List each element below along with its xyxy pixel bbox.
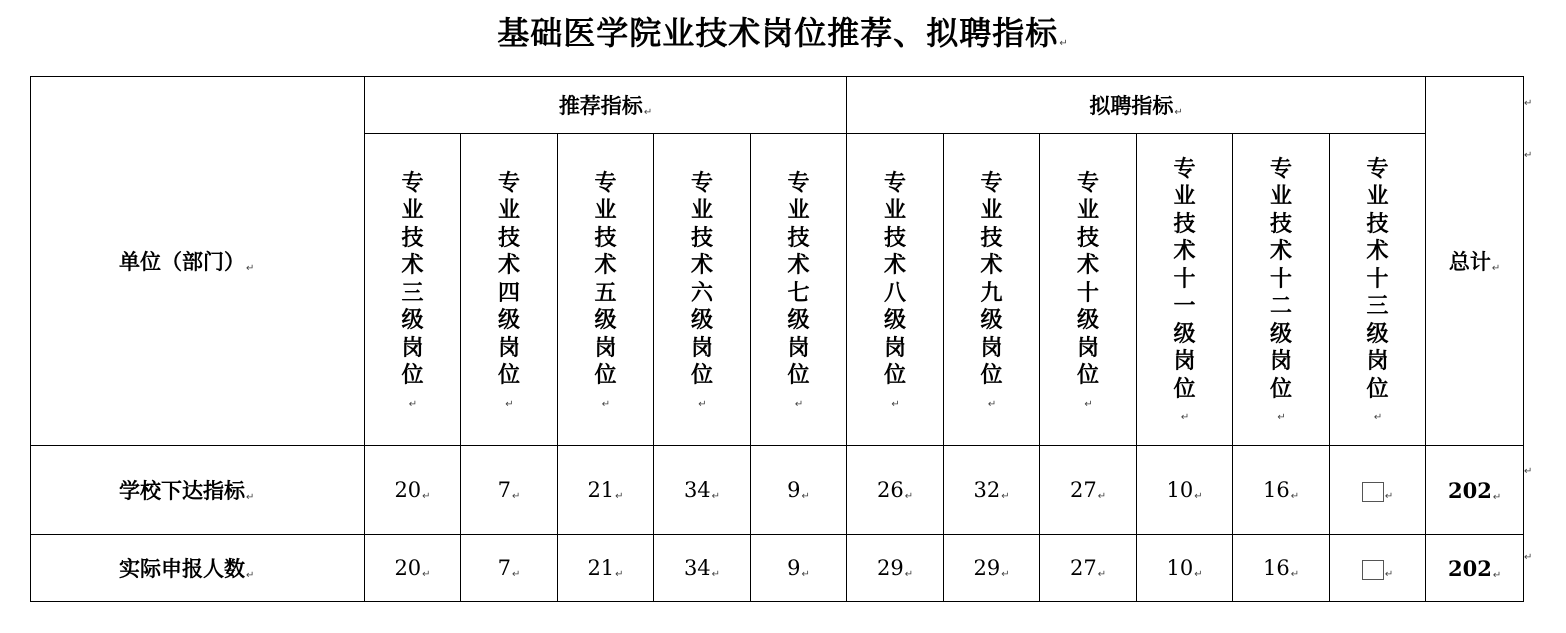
paragraph-mark-icon: ↵	[711, 569, 721, 580]
empty-box-icon	[1362, 482, 1384, 502]
end-of-row-mark-icon: ↵	[1524, 98, 1533, 109]
value-cell	[1233, 446, 1330, 535]
position-header-text: 专业技术十一级岗位	[1173, 156, 1196, 402]
total-text: 202	[1447, 555, 1492, 581]
value-cell	[944, 535, 1040, 602]
end-of-row-mark-icon: ↵	[1524, 466, 1533, 477]
value-text: 34	[683, 556, 711, 580]
paragraph-mark-icon: ↵	[615, 569, 624, 580]
recommend-group-text: 推荐指标	[558, 94, 643, 118]
group-header-row	[31, 77, 1524, 134]
position-header-cell	[944, 134, 1040, 446]
total-header-text: 总计	[1448, 250, 1491, 274]
paragraph-mark-icon: ↵	[1492, 569, 1502, 581]
value-text: 16	[1262, 556, 1290, 580]
paragraph-mark-icon: ↵	[698, 398, 707, 410]
value-cell	[461, 446, 558, 535]
paragraph-mark-icon: ↵	[422, 569, 431, 580]
row-label-cell	[31, 535, 365, 602]
value-cell	[751, 446, 847, 535]
position-header-text: 专业技术四级岗位	[497, 170, 520, 388]
value-cell	[847, 535, 944, 602]
paragraph-mark-icon: ↵	[601, 398, 611, 410]
document-title	[0, 8, 1566, 69]
paragraph-mark-icon: ↵	[1097, 491, 1107, 502]
paragraph-mark-icon: ↵	[801, 569, 810, 580]
paragraph-mark-icon: ↵	[1001, 569, 1010, 580]
value-cell	[365, 446, 461, 535]
paragraph-mark-icon: ↵	[711, 491, 721, 502]
hire-group-text: 拟聘指标	[1089, 94, 1174, 118]
hire-group-header	[847, 77, 1426, 134]
position-header-text: 专业技术十二级岗位	[1270, 156, 1293, 402]
value-cell	[558, 446, 654, 535]
value-text: 20	[394, 556, 422, 580]
value-text: 29	[973, 556, 1001, 580]
paragraph-mark-icon: ↵	[643, 107, 653, 118]
position-header-cell	[558, 134, 654, 446]
paragraph-mark-icon: ↵	[1384, 569, 1394, 580]
paragraph-mark-icon: ↵	[1180, 412, 1190, 424]
value-text: 27	[1069, 478, 1097, 502]
paragraph-mark-icon: ↵	[904, 491, 914, 502]
position-header-cell	[365, 134, 461, 446]
value-text: 9	[787, 556, 801, 580]
position-header-cell	[847, 134, 944, 446]
paragraph-mark-icon: ↵	[408, 398, 418, 410]
paragraph-mark-icon: ↵	[904, 569, 914, 580]
paragraph-mark-icon: ↵	[1097, 569, 1107, 580]
value-cell	[654, 535, 751, 602]
value-cell	[365, 535, 461, 602]
paragraph-mark-icon: ↵	[1194, 491, 1203, 502]
paragraph-mark-icon: ↵	[615, 491, 624, 502]
position-header-text: 专业技术九级岗位	[980, 170, 1003, 388]
paragraph-mark-icon: ↵	[1290, 569, 1300, 580]
paragraph-mark-icon: ↵	[246, 492, 255, 503]
position-header-cell	[1040, 134, 1137, 446]
value-text: 26	[876, 478, 904, 502]
value-text: 10	[1166, 556, 1194, 580]
value-cell	[558, 535, 654, 602]
position-header-cell	[1330, 134, 1426, 446]
value-cell	[1137, 446, 1233, 535]
paragraph-mark-icon: ↵	[1384, 491, 1394, 502]
position-header-text: 专业技术五级岗位	[594, 170, 617, 388]
paragraph-mark-icon: ↵	[1194, 569, 1203, 580]
value-text: 16	[1262, 478, 1290, 502]
row-label-text: 实际申报人数	[119, 557, 245, 581]
position-header-cell	[654, 134, 751, 446]
paragraph-mark-icon: ↵	[246, 570, 255, 581]
paragraph-mark-icon: ↵	[1059, 38, 1069, 49]
value-cell	[944, 446, 1040, 535]
value-text: 7	[497, 478, 511, 502]
value-text: 34	[683, 478, 711, 502]
value-cell	[461, 535, 558, 602]
value-text: 20	[394, 478, 422, 502]
unit-header-cell	[31, 77, 365, 446]
paragraph-mark-icon: ↵	[511, 569, 521, 580]
paragraph-mark-icon: ↵	[1277, 412, 1286, 424]
paragraph-mark-icon: ↵	[246, 263, 255, 274]
table-row	[31, 535, 1524, 602]
paragraph-mark-icon: ↵	[987, 398, 997, 410]
total-text: 202	[1447, 477, 1492, 503]
value-cell	[751, 535, 847, 602]
value-text: 27	[1069, 556, 1097, 580]
value-cell	[1137, 535, 1233, 602]
value-cell	[1040, 446, 1137, 535]
total-cell	[1426, 535, 1524, 602]
paragraph-mark-icon: ↵	[1491, 263, 1501, 274]
unit-header-text: 单位（部门）	[119, 250, 245, 274]
paragraph-mark-icon: ↵	[1492, 491, 1502, 503]
paragraph-mark-icon: ↵	[801, 491, 810, 502]
value-cell	[1330, 535, 1426, 602]
paragraph-mark-icon: ↵	[891, 398, 900, 410]
indicator-table	[30, 76, 1524, 602]
position-header-cell	[461, 134, 558, 446]
value-cell	[847, 446, 944, 535]
table-row	[31, 446, 1524, 535]
position-header-text: 专业技术七级岗位	[787, 170, 810, 388]
value-text: 21	[587, 556, 615, 580]
paragraph-mark-icon: ↵	[505, 398, 514, 410]
position-header-cell	[1137, 134, 1233, 446]
paragraph-mark-icon: ↵	[511, 491, 521, 502]
value-text: 32	[973, 478, 1001, 502]
value-cell	[1040, 535, 1137, 602]
value-text: 21	[587, 478, 615, 502]
paragraph-mark-icon: ↵	[1001, 491, 1010, 502]
total-cell	[1426, 446, 1524, 535]
position-header-text: 专业技术十三级岗位	[1366, 156, 1389, 402]
row-label-cell	[31, 446, 365, 535]
position-header-text: 专业技术八级岗位	[884, 170, 907, 388]
paragraph-mark-icon: ↵	[794, 398, 804, 410]
position-header-cell	[1233, 134, 1330, 446]
end-of-row-mark-icon: ↵	[1524, 552, 1533, 563]
position-header-text: 专业技术三级岗位	[401, 170, 424, 388]
value-text: 7	[497, 556, 511, 580]
total-header-cell	[1426, 77, 1524, 446]
paragraph-mark-icon: ↵	[1084, 398, 1093, 410]
recommend-group-header	[365, 77, 847, 134]
value-cell	[654, 446, 751, 535]
value-text: 29	[876, 556, 904, 580]
value-text: 10	[1166, 478, 1194, 502]
row-label-text: 学校下达指标	[119, 479, 245, 503]
paragraph-mark-icon: ↵	[1373, 412, 1383, 424]
position-header-cell	[751, 134, 847, 446]
position-header-text: 专业技术六级岗位	[690, 170, 713, 388]
paragraph-mark-icon: ↵	[1174, 107, 1183, 118]
value-cell	[1330, 446, 1426, 535]
value-cell	[1233, 535, 1330, 602]
empty-box-icon	[1362, 560, 1384, 580]
value-text: 9	[787, 478, 801, 502]
paragraph-mark-icon: ↵	[1290, 491, 1300, 502]
document-title-text: 基础医学院业技术岗位推荐、拟聘指标	[497, 14, 1059, 52]
position-header-text: 专业技术十级岗位	[1077, 170, 1100, 388]
end-of-row-mark-icon: ↵	[1524, 150, 1533, 161]
paragraph-mark-icon: ↵	[422, 491, 431, 502]
